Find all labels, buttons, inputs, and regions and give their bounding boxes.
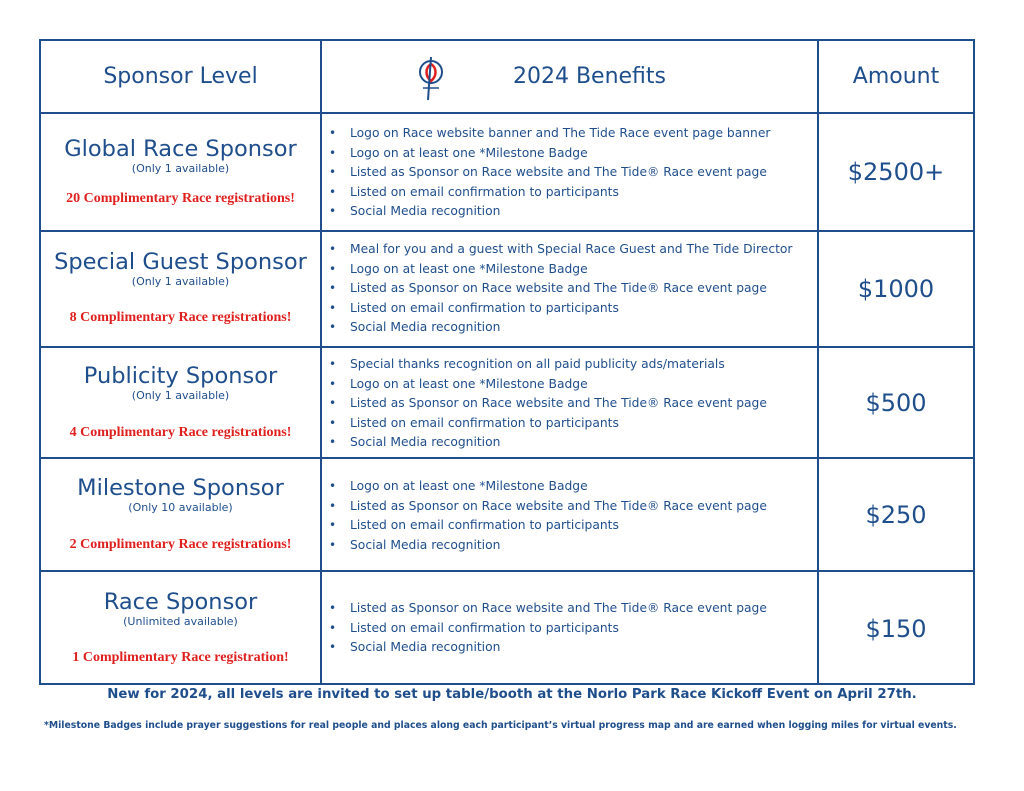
complimentary-registrations: 4 Complimentary Race registrations!: [69, 425, 292, 440]
amount-value: $500: [865, 388, 927, 417]
complimentary-registrations: 8 Complimentary Race registrations!: [69, 310, 292, 325]
header-benefits-cell: [322, 41, 819, 112]
level-cell: [41, 348, 322, 457]
level-cell: [41, 232, 322, 346]
level-cell: [41, 459, 322, 570]
table-header-row: [41, 41, 973, 114]
amount-value: $2500+: [847, 158, 945, 186]
sponsor-table: [39, 39, 975, 685]
level-cell: [41, 572, 322, 685]
benefit-item: • Listed as Sponsor on Race website and The Tide® Race event page: [322, 394, 817, 414]
header-level-cell: [41, 41, 322, 112]
benefit-item: • Listed as Sponsor on Race website and The Tide® Race event page: [322, 279, 817, 299]
benefit-item: • Social Media recognition: [322, 433, 817, 453]
amount-value: $1000: [857, 275, 935, 303]
benefits-list: [322, 124, 817, 222]
benefit-item: • Listed on email confirmation to participants: [322, 414, 817, 434]
table-row: [41, 459, 973, 572]
benefits-list: [322, 477, 817, 555]
benefit-item: • Listed on email confirmation to participants: [322, 516, 817, 536]
benefit-item: • Social Media recognition: [322, 638, 817, 658]
benefit-item: • Logo on at least one *Milestone Badge: [322, 260, 817, 280]
level-name: Publicity Sponsor: [83, 363, 278, 389]
amount-cell: [819, 232, 973, 346]
benefit-item: • Listed as Sponsor on Race website and The Tide® Race event page: [322, 599, 817, 619]
benefits-cell: [322, 114, 819, 230]
benefit-item: • Special thanks recognition on all paid publicity ads/materials: [322, 355, 817, 375]
benefit-item: • Logo on at least one *Milestone Badge: [322, 375, 817, 395]
level-availability: (Only 1 available): [131, 275, 230, 288]
benefit-item: • Listed on email confirmation to participants: [322, 299, 817, 319]
benefit-item: • Logo on Race website banner and The Tide Race event page banner: [322, 124, 817, 144]
table-row: [41, 348, 973, 459]
amount-cell: [819, 348, 973, 457]
benefit-item: • Social Media recognition: [322, 536, 817, 556]
race-logo-icon: [416, 54, 446, 102]
amount-cell: [819, 459, 973, 570]
level-name: Race Sponsor: [103, 589, 258, 615]
kickoff-note: New for 2024, all levels are invited to set up table/booth at the Norlo Park Race Kickoff Event on April 27th.: [107, 687, 917, 702]
benefits-list: [322, 599, 817, 658]
complimentary-registrations: 1 Complimentary Race registration!: [72, 650, 289, 665]
benefit-item: • Logo on at least one *Milestone Badge: [322, 144, 817, 164]
level-availability: (Unlimited available): [123, 615, 238, 628]
benefit-item: • Meal for you and a guest with Special Race Guest and The Tide Director: [322, 240, 817, 260]
level-availability: (Only 10 available): [128, 501, 233, 514]
benefit-item: • Logo on at least one *Milestone Badge: [322, 477, 817, 497]
header-amount-cell: [819, 41, 973, 112]
benefit-item: • Listed as Sponsor on Race website and The Tide® Race event page: [322, 497, 817, 517]
table-row: [41, 114, 973, 232]
benefit-item: • Listed on email confirmation to participants: [322, 619, 817, 639]
amount-cell: [819, 572, 973, 685]
benefit-item: • Listed as Sponsor on Race website and The Tide® Race event page: [322, 163, 817, 183]
level-cell: [41, 114, 322, 230]
header-amount: Amount: [852, 64, 940, 89]
milestone-footnote: *Milestone Badges include prayer suggestions for real people and places along each participant’s virtual progress map and are earned when logging miles for virtual events.: [44, 720, 957, 731]
benefits-cell: [322, 232, 819, 346]
benefits-cell: [322, 459, 819, 570]
benefits-cell: [322, 348, 819, 457]
level-name: Special Guest Sponsor: [54, 249, 307, 275]
level-availability: (Only 1 available): [131, 162, 230, 175]
table-row: [41, 572, 973, 685]
level-name: Global Race Sponsor: [64, 136, 297, 162]
complimentary-registrations: 2 Complimentary Race registrations!: [69, 537, 292, 552]
amount-value: $250: [865, 500, 927, 529]
benefits-list: [322, 240, 817, 338]
benefit-item: • Social Media recognition: [322, 202, 817, 222]
level-name: Milestone Sponsor: [77, 475, 284, 501]
header-benefits: 2024 Benefits: [512, 64, 667, 89]
complimentary-registrations: 20 Complimentary Race registrations!: [66, 191, 295, 206]
amount-cell: [819, 114, 973, 230]
benefits-list: [322, 355, 817, 453]
benefit-item: • Listed on email confirmation to participants: [322, 183, 817, 203]
level-availability: (Only 1 available): [131, 389, 230, 402]
header-level: Sponsor Level: [103, 64, 258, 89]
table-row: [41, 232, 973, 348]
benefit-item: • Social Media recognition: [322, 318, 817, 338]
benefits-cell: [322, 572, 819, 685]
amount-value: $150: [865, 614, 927, 643]
